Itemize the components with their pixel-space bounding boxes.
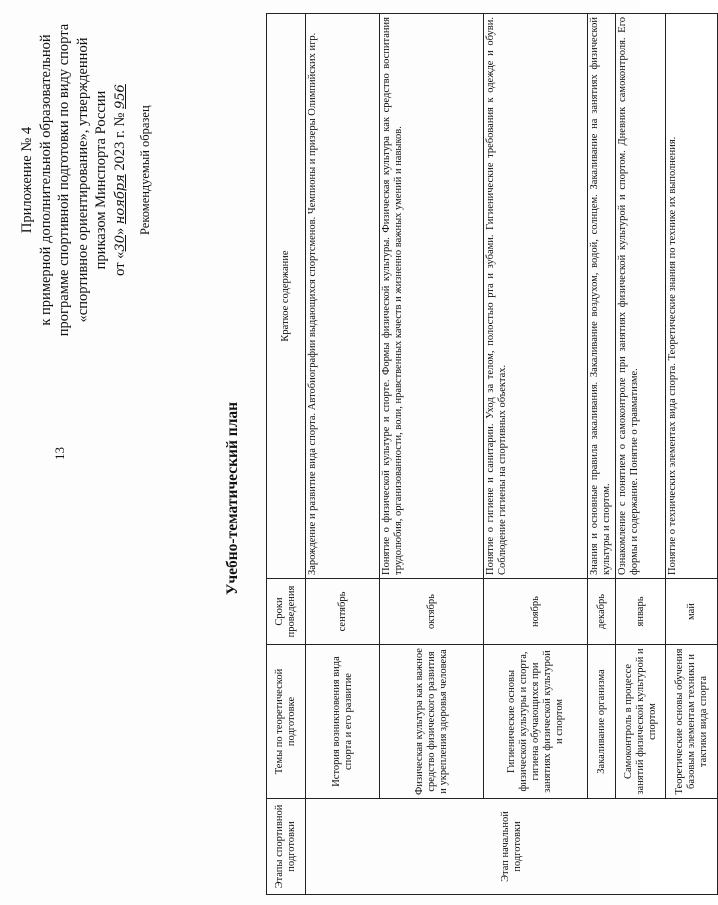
topic-cell: Гигиенические основы физической культуры и спорта, гигиена обучающихся при занятиях физической культурой и спортом — [484, 645, 588, 799]
appendix-date-line: от «30» ноября 2023 г. № 956 — [111, 84, 128, 276]
page-number: 13 — [52, 447, 67, 460]
header-stage: Этапы спортивной подготовки — [267, 799, 306, 895]
topic-cell: Самоконтроль в процессе занятий физической культурой и спортом — [616, 645, 666, 799]
content-cell: Ознакомление с понятием о самоконтроле при занятиях физической культурой и спортом. Дневник самоконтроля. Его формы и содержание. Понятие о травматизме. — [616, 14, 666, 579]
table-header-row — [267, 14, 306, 895]
topic-cell: Физическая культура как важное средство физического развития и укрепления здоровья человека — [380, 645, 484, 799]
table-row — [588, 14, 616, 895]
recommended-sample-label: Рекомендуемый образец — [138, 105, 152, 235]
appendix-title: Приложение № 4 — [19, 126, 35, 234]
term-cell: декабрь — [588, 579, 616, 645]
plan-title: Учебно-тематический план — [224, 401, 241, 595]
header-topic: Темы по теоретической подготовке — [267, 645, 306, 799]
topic-cell: Закаливание организма — [588, 645, 616, 799]
term-cell: сентябрь — [306, 579, 380, 645]
table-row — [484, 14, 588, 895]
appendix-line: приказом Минспорта России — [93, 90, 110, 270]
topic-cell: История возникновения вида спорта и его развитие — [306, 645, 380, 799]
header-term: Сроки проведения — [267, 579, 306, 645]
content-cell: Знания и основные правила закаливания. Закаливание воздухом, водой, солнцем. Закаливание на занятиях физической культуры и спортом. — [588, 14, 616, 579]
term-cell: октябрь — [380, 579, 484, 645]
term-cell: май — [666, 579, 718, 645]
topic-cell: Теоретические основы обучения базовым элементам техники и тактики вида спорта — [666, 645, 718, 799]
table-row — [666, 14, 718, 895]
handwritten-day: 30 — [112, 235, 128, 252]
header-content: Краткое содержание — [267, 14, 306, 579]
content-cell: Понятие о технических элементах вида спорта. Теоретические знания по технике их выполнения. — [666, 14, 718, 579]
handwritten-month: ноября — [112, 174, 128, 225]
term-cell: ноябрь — [484, 579, 588, 645]
term-cell: январь — [616, 579, 666, 645]
content-cell: Понятие о гигиене и санитарии. Уход за телом, полостью рта и зубами. Гигиенические требования к одежде и обуви. Соблюдение гигиены на спортивных объектах. — [484, 14, 588, 579]
stage-cell: Этап начальной подготовки — [306, 799, 718, 895]
appendix-line: «спортивное ориентирование», утвержденной — [74, 37, 91, 323]
appendix-header — [18, 15, 131, 345]
table-row — [380, 14, 484, 895]
content-cell: Понятие о физической культуре и спорте. Формы физической культуры. Физическая культура как средство воспитания трудолюбия, организованности, воли, нравственных качеств и жизненно важных умений и навыков. — [380, 14, 484, 579]
appendix-line: к примерной дополнительной образовательной — [37, 34, 54, 326]
table-row — [616, 14, 666, 895]
content-cell: Зарождение и развитие вида спорта. Автобиографии выдающихся спортсменов. Чемпионы и призеры Олимпийских игр. — [306, 14, 380, 579]
curriculum-table — [266, 13, 718, 895]
appendix-line: программе спортивной подготовки по виду спорта — [56, 23, 73, 337]
handwritten-number: 956 — [112, 84, 128, 109]
table-row — [306, 14, 380, 895]
